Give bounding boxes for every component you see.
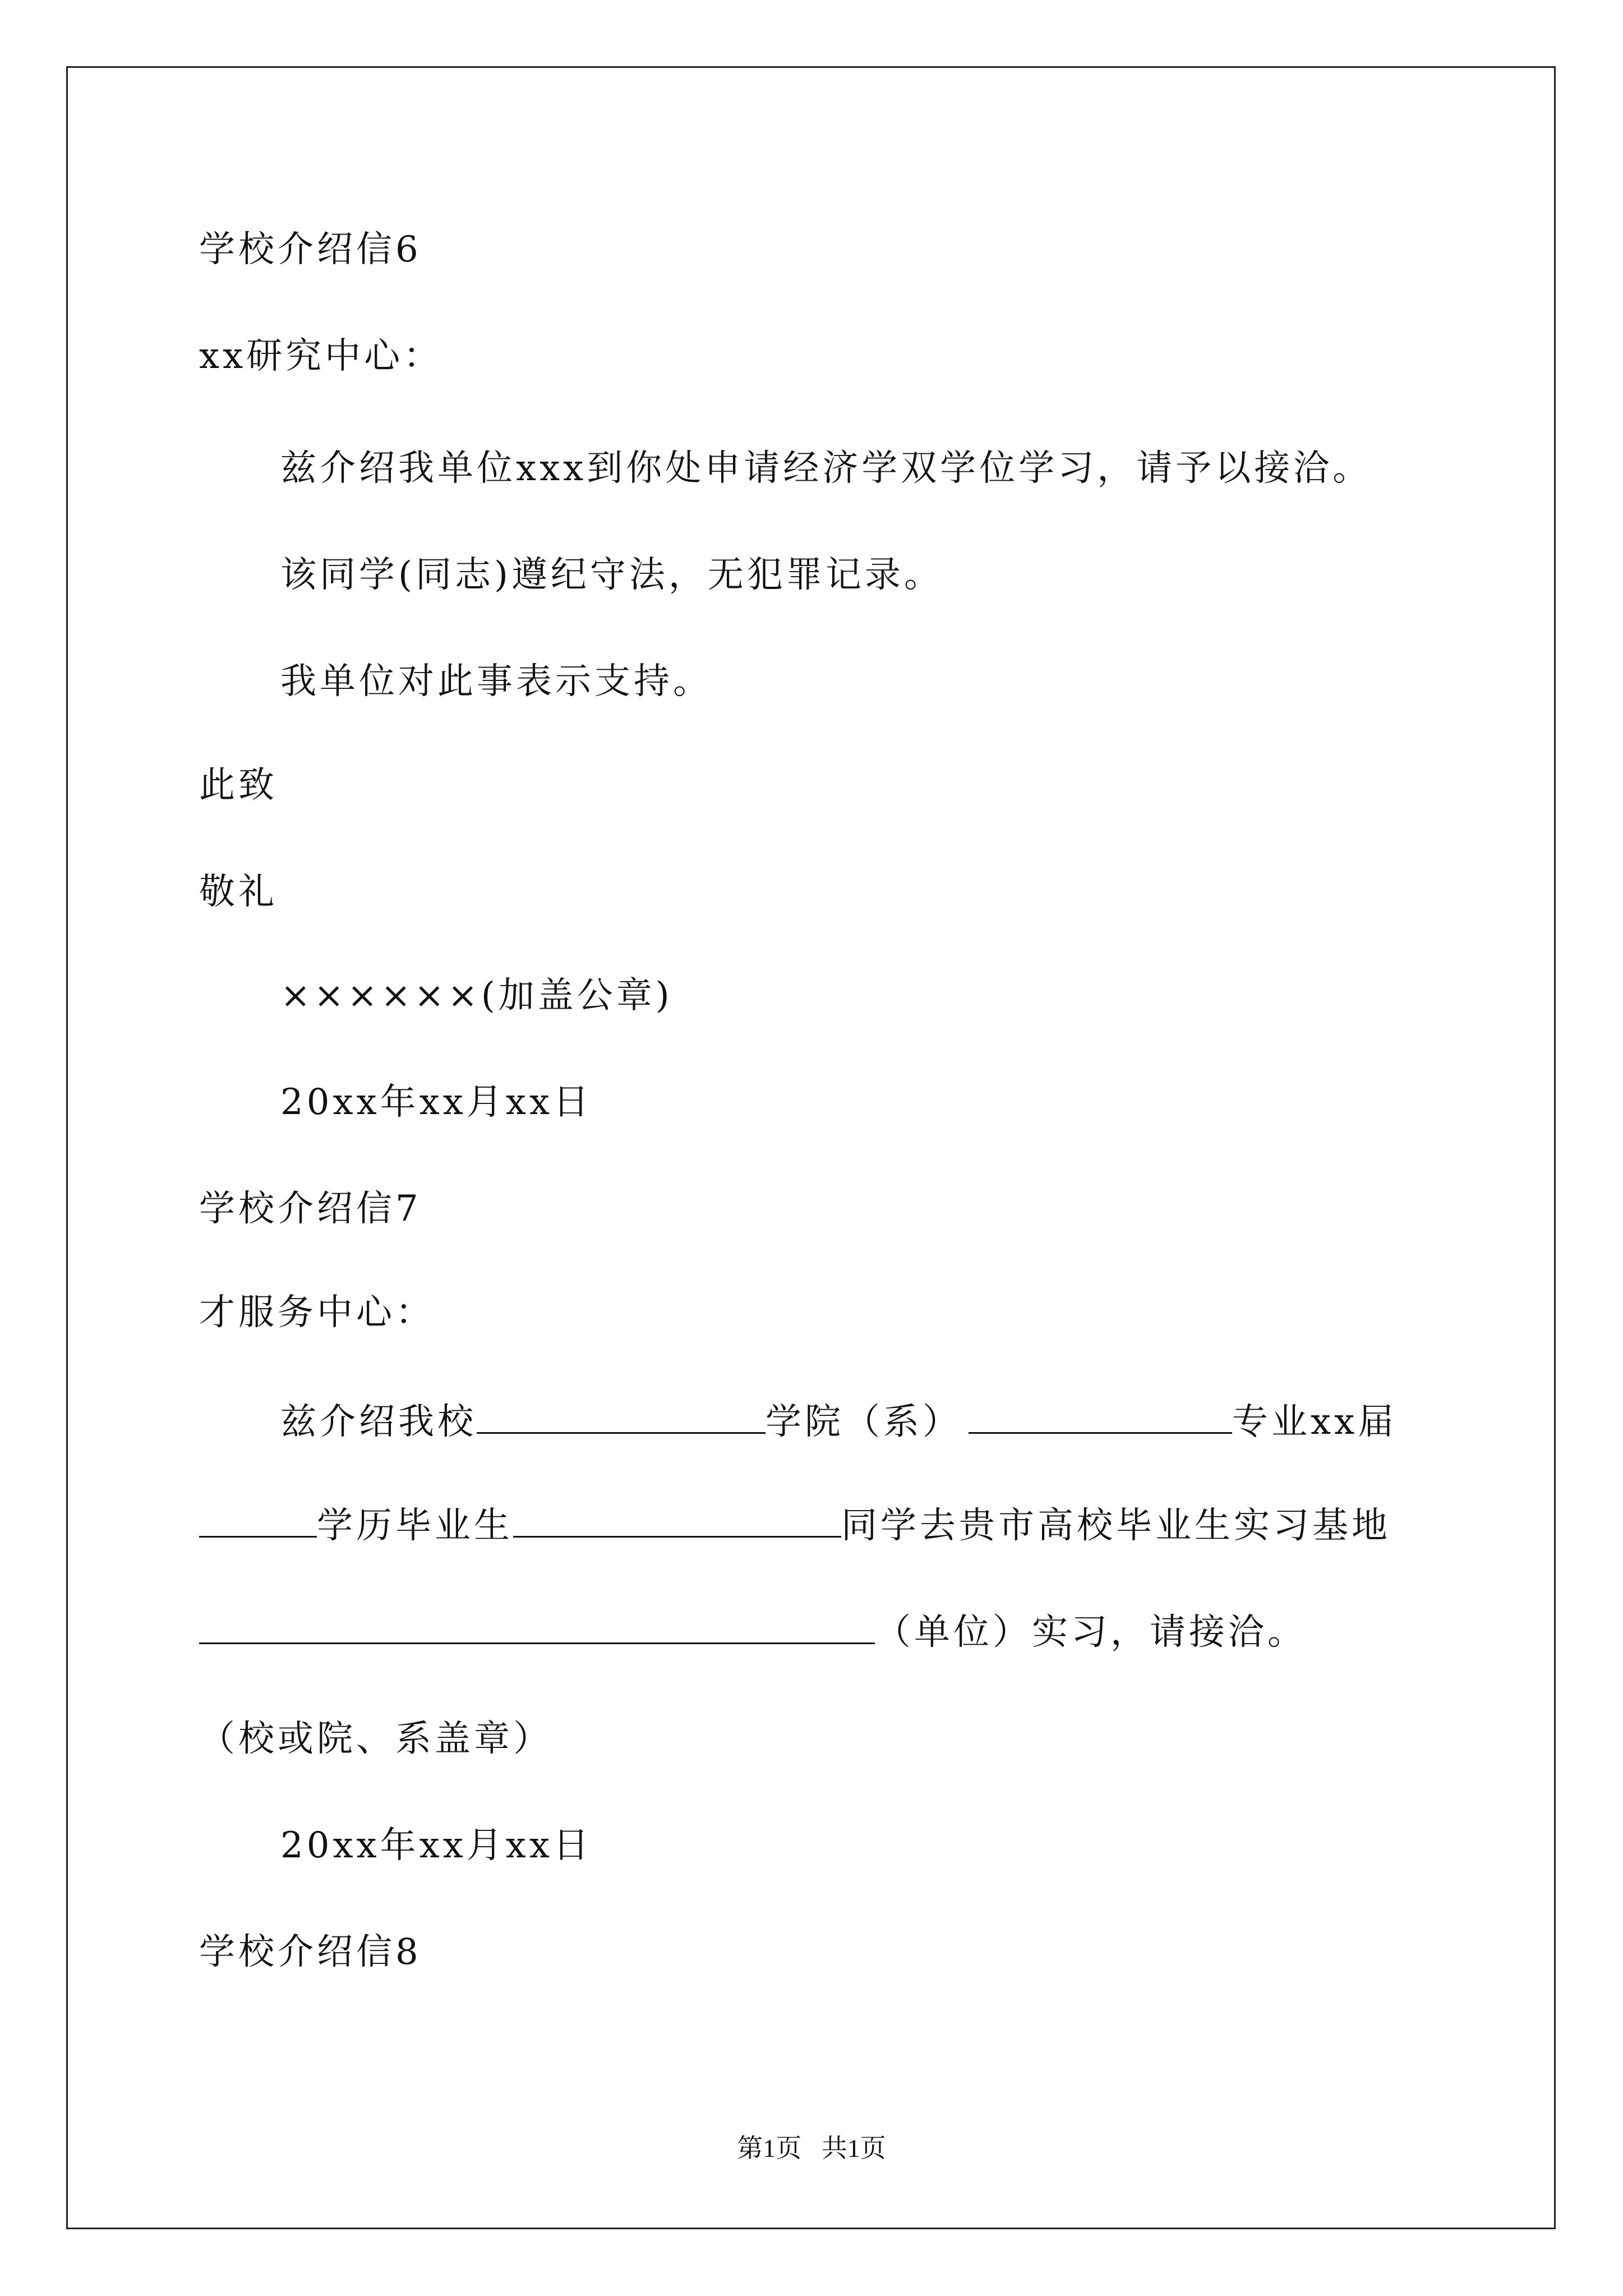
- page-number: 第1页: [737, 2134, 802, 2162]
- blank-field: [969, 1400, 1232, 1434]
- letter7-body-line1-part2: 学院（系）: [766, 1401, 962, 1443]
- letter6-addressee: xx研究中心：: [199, 335, 443, 377]
- letter6-signature: ××××××(加盖公章): [280, 975, 673, 1016]
- letter6-body-2: 该同学(同志)遵纪守法，无犯罪记录。: [280, 554, 943, 596]
- letter6-body-3: 我单位对此事表示支持。: [280, 661, 712, 702]
- blank-field: [199, 1610, 875, 1644]
- blank-field: [477, 1400, 766, 1434]
- letter7-addressee: 才服务中心：: [199, 1292, 435, 1333]
- letter6-closing-2: 敬礼: [199, 871, 278, 913]
- page-footer: [0, 2132, 1623, 2165]
- blank-field: [199, 1503, 317, 1538]
- letter7-body-line1-part3: 专业xx届: [1232, 1401, 1398, 1443]
- letter7-body-line3-part1: （单位）实习，请接洽。: [875, 1612, 1307, 1653]
- letter6-body-1: 兹介绍我单位xxx到你处申请经济学双学位学习，请予以接洽。: [280, 448, 1372, 489]
- letter7-date: 20xx年xx月xx日: [280, 1825, 592, 1866]
- letter6-date: 20xx年xx月xx日: [280, 1082, 592, 1123]
- page-border: [66, 66, 1556, 2229]
- letter7-heading: 学校介绍信7: [199, 1188, 422, 1230]
- letter7-body-line2-part1: 学历毕业生: [317, 1505, 513, 1547]
- letter7-body-line1-part1: 兹介绍我校: [280, 1401, 477, 1443]
- letter7-body-line2-part2: 同学去贵市高校毕业生实习基地: [841, 1505, 1391, 1547]
- letter8-heading: 学校介绍信8: [199, 1931, 422, 1973]
- letter7-stamp: （校或院、系盖章）: [199, 1718, 552, 1760]
- page-total: 共1页: [821, 2134, 886, 2162]
- letter7-body-line-1: [280, 1400, 1397, 1444]
- letter6-closing-1: 此致: [199, 765, 278, 806]
- blank-field: [513, 1503, 841, 1538]
- letter6-heading: 学校介绍信6: [199, 229, 422, 270]
- letter7-body-line-2: [199, 1503, 1391, 1548]
- letter7-body-line-3: [199, 1610, 1307, 1655]
